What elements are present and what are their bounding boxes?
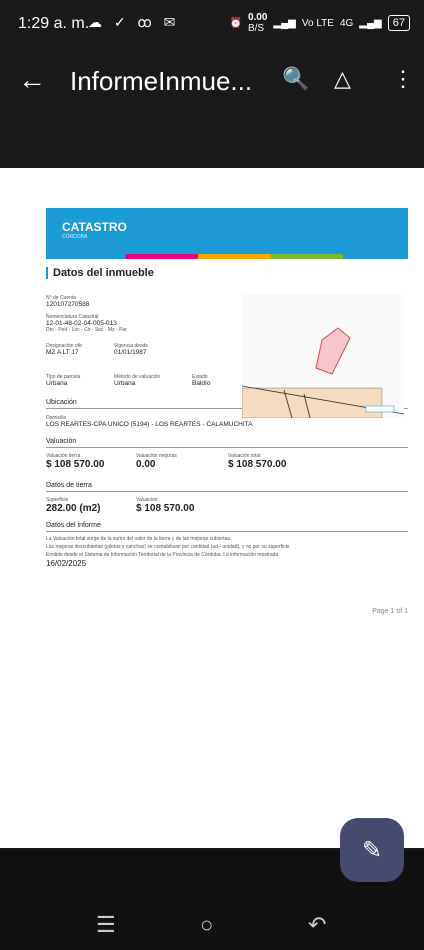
estado-value: Baldío xyxy=(192,380,211,387)
estado-label: Estado xyxy=(192,374,208,380)
vtot-label: Valuación total xyxy=(228,453,261,459)
mobile-data-label: 4G xyxy=(339,17,354,29)
drive-add-icon[interactable]: △ xyxy=(334,66,351,91)
metodo-label: Método de valuación xyxy=(114,374,161,380)
signal-icon: ▂▄▆ xyxy=(273,17,296,29)
document-title: InformeInmue... xyxy=(70,66,253,96)
page-indicator: Page 1 of 1 xyxy=(372,608,408,615)
home-icon[interactable]: ○ xyxy=(200,912,214,937)
brand-sub: CÓRDOBA xyxy=(62,234,88,240)
tierra-section: Datos de tierra xyxy=(46,482,408,492)
dom-value: LOS REARTES-CPA UNICO (5194) - LOS REARTES - CALAMUCHITA xyxy=(46,421,253,428)
map-lots xyxy=(242,388,382,418)
cuenta-value: 120107270588 xyxy=(46,301,90,308)
color-stripe xyxy=(46,254,408,259)
edit-pen-icon[interactable]: ✎ xyxy=(340,818,404,882)
notification-icons: ☁ ✓ ꝏ ✉ xyxy=(88,14,180,30)
brand-name: CATASTRO xyxy=(62,220,127,234)
doc-title: Datos del inmueble xyxy=(46,267,408,279)
dom-label: Domicilio xyxy=(46,415,67,421)
vtot-value: $ 108 570.00 xyxy=(228,459,287,470)
report-date: 16/02/2025 xyxy=(46,559,87,568)
note-1: La Valuación total surge de la suma del valor de la tierra y de las mejoras cubiertas. xyxy=(46,536,232,542)
parcel-map-svg xyxy=(242,294,404,418)
cuenta-label: N° de Cuenta xyxy=(46,295,77,301)
metodo-value: Urbana xyxy=(114,380,136,387)
arrow-back-icon[interactable]: ← xyxy=(18,64,46,95)
nomen-label: Nomenclatura Catastral xyxy=(46,314,99,320)
app-bar xyxy=(0,46,424,118)
valuacion-value: $ 108 570.00 xyxy=(136,503,195,514)
tipo-label: Tipo de parcela xyxy=(46,374,81,380)
status-right xyxy=(229,12,410,34)
vig-label: Vigencia desde xyxy=(114,343,149,349)
parcel-shape xyxy=(316,328,350,374)
inf-section: Datos del informe xyxy=(46,522,408,532)
desig-label: Designación ofic xyxy=(46,343,83,349)
scale-box xyxy=(366,406,394,412)
back-icon[interactable]: ↶ xyxy=(308,912,327,937)
battery-icon: 67 xyxy=(388,15,410,31)
clock: 1:29 a. m. xyxy=(18,15,90,32)
sup-label: Superficie xyxy=(46,497,69,503)
more-vert-icon[interactable]: ⋮ xyxy=(392,66,414,91)
nomen-legend: Dto - Ped - Loc - Cir - Sec - Mz - Par xyxy=(46,327,127,333)
parcel-map xyxy=(242,294,404,418)
catastro-banner xyxy=(46,208,408,254)
net-speed: 0.00 B/S xyxy=(247,12,268,34)
signal-icon-2: ▂▄▆ xyxy=(359,17,382,29)
vm-label: Valuación mejoras xyxy=(136,453,177,459)
note-3: Emitido desde el Sistema de Información Territorial de la Provincia de Córdoba. La información mostrada xyxy=(46,552,279,558)
tipo-value: Urbana xyxy=(46,380,68,387)
vig-value: 01/01/1987 xyxy=(114,349,147,356)
vt-value: $ 108 570.00 xyxy=(46,459,105,470)
sup-value: 282.00 (m2) xyxy=(46,503,101,514)
pdf-viewer[interactable] xyxy=(0,168,424,848)
note-2: Las mejoras descubiertas (piletas y canchas) se contabilizan por cantidad (ud.- unidad), y no por su superficie. xyxy=(46,544,291,550)
ubic-section: Ubicación xyxy=(46,399,408,409)
vt-label: Valuación tierra xyxy=(46,453,81,459)
document-search-icon[interactable]: 🔍 xyxy=(282,66,310,91)
alarm-icon: ⏰ xyxy=(229,17,242,29)
vm-value: 0.00 xyxy=(136,459,156,470)
valuacion-label: Valuacion xyxy=(136,497,158,503)
status-bar xyxy=(0,0,424,46)
recents-icon[interactable]: ☰ xyxy=(96,912,116,937)
volte-label: Vo LTE xyxy=(301,17,334,29)
valu-section: Valuación xyxy=(46,438,408,448)
pdf-page xyxy=(46,208,408,615)
nomen-value: 12-01-48-02-04-005-013 xyxy=(46,320,117,327)
desig-value: MZ A LT 17 xyxy=(46,349,79,356)
